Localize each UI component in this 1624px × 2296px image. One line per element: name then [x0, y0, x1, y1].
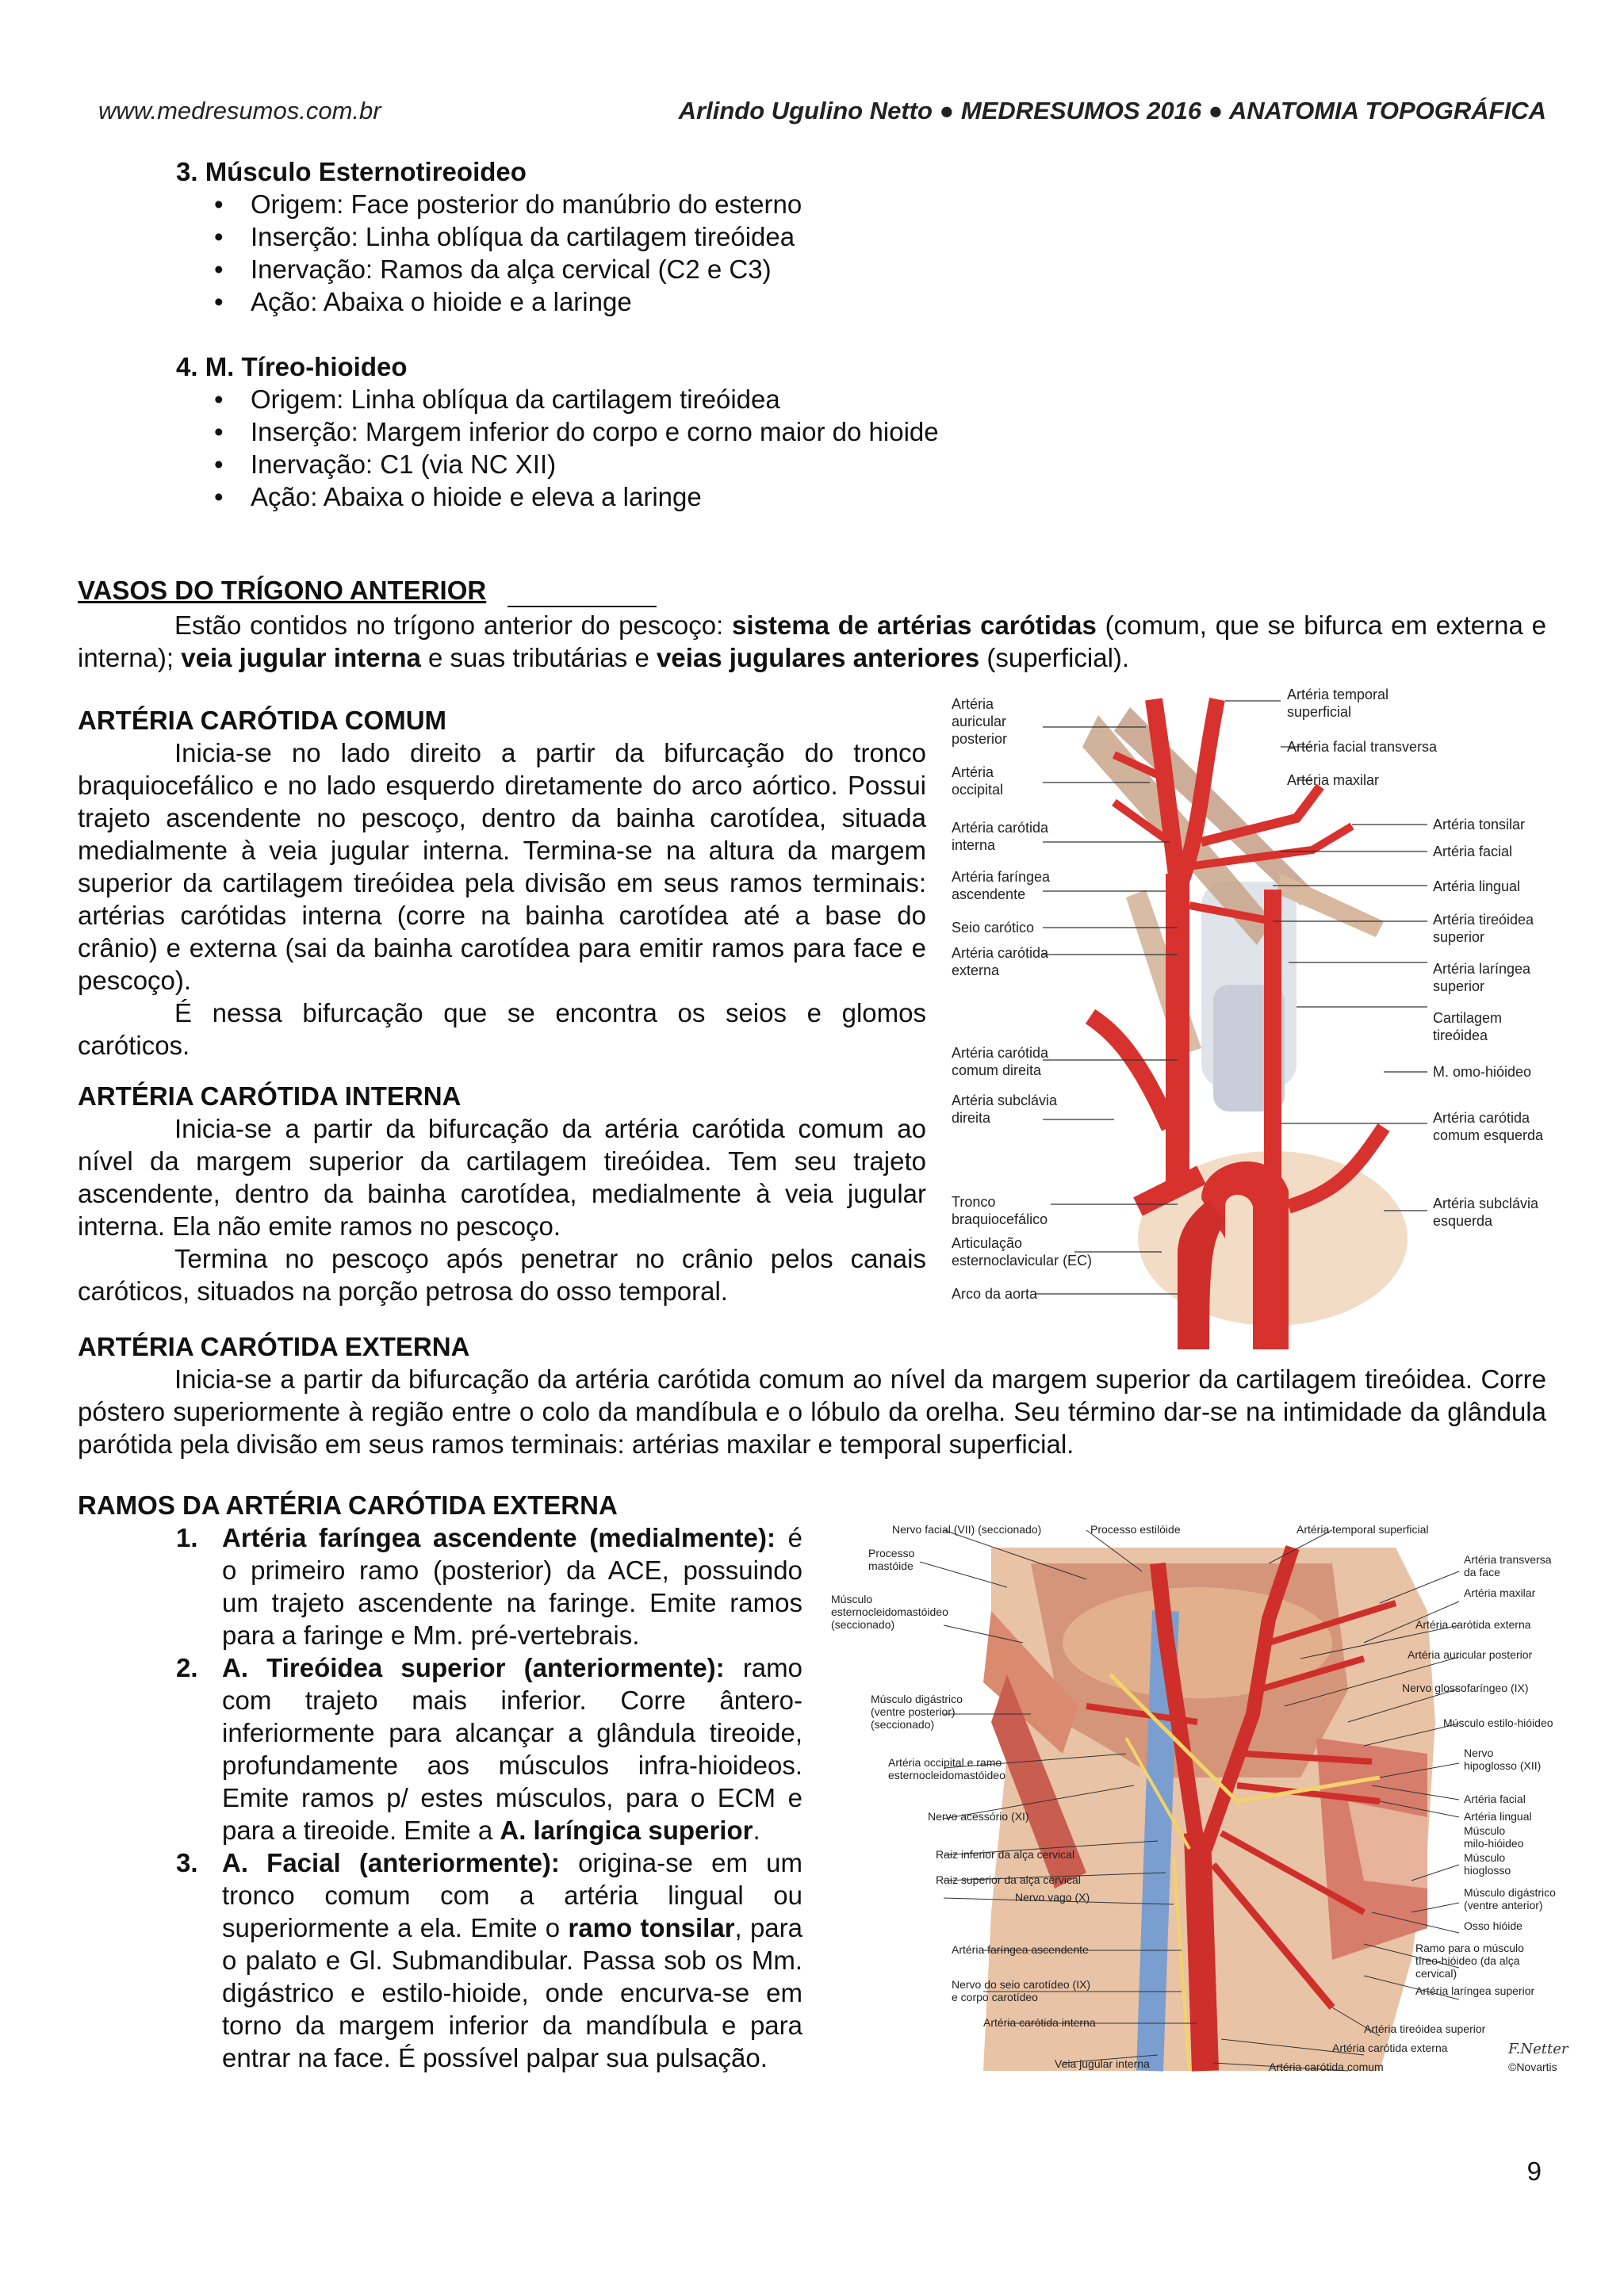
label-left: braquiocefálico	[952, 1211, 1048, 1227]
label-top: Artéria temporal superficial	[1297, 1523, 1429, 1536]
m3-list	[214, 188, 1324, 318]
copyright-mark: ©Novartis	[1508, 2061, 1557, 2073]
label-left: Seio carótico	[952, 920, 1035, 936]
item-bold: Artéria faríngea ascendente (medialmente):	[222, 1523, 776, 1552]
section-underline	[508, 606, 657, 607]
label-left: Nervo acessório (XI)	[928, 1810, 1029, 1823]
m4-title: 4. M. Tíreo-hioideo	[176, 352, 408, 381]
acc-body	[78, 737, 926, 1062]
ramos-list	[176, 1521, 802, 2074]
label-right: Artéria facial	[1464, 1793, 1526, 1805]
label-right: Cartilagem	[1433, 1010, 1503, 1026]
label-right: superior	[1433, 929, 1485, 945]
label-left: Artéria subclávia	[952, 1093, 1058, 1108]
label-right: Artéria lingual	[1464, 1810, 1532, 1823]
ace-title: ARTÉRIA CARÓTIDA EXTERNA	[78, 1332, 470, 1361]
item-bold: A. Tireóidea superior (anteriormente):	[222, 1653, 725, 1682]
label-left: direita	[952, 1110, 991, 1126]
label-right: Músculo	[1464, 1851, 1506, 1864]
label-left: (seccionado)	[871, 1718, 935, 1731]
artist-signature: F.Netter	[1508, 2041, 1568, 2057]
acc-paragraph-2: É nessa bifurcação que se encontra os seios e glomos caróticos.	[78, 998, 926, 1060]
item-bold-2: ramo tonsilar	[568, 1913, 735, 1942]
label-right: Artéria subclávia	[1433, 1196, 1539, 1211]
item-text: origina-se em um tronco comum com a artéria lingual ou superiormente a ela. Emite o	[222, 1848, 802, 1942]
label-right: Artéria transversa	[1464, 1553, 1552, 1566]
label-top: Processo estilóide	[1090, 1523, 1181, 1536]
label-left: Nervo do seio carotídeo (IX)	[952, 1978, 1091, 1991]
section-title-vasos: VASOS DO TRÍGONO ANTERIOR	[78, 576, 487, 605]
label-left: Artéria faríngea ascendente	[952, 1943, 1089, 1956]
label-left: Artéria faríngea	[952, 869, 1051, 885]
vasos-bold-2: veia jugular interna	[181, 643, 421, 672]
label-right: Artéria tireóidea	[1433, 912, 1534, 928]
label-left: Tronco	[952, 1194, 996, 1210]
label-left: mastóide	[868, 1559, 914, 1572]
label-top: Nervo facial (VII) (seccionado)	[892, 1523, 1042, 1536]
ace-body	[78, 1363, 1546, 1460]
label-right: (ventre anterior)	[1464, 1899, 1543, 1911]
acc-title: ARTÉRIA CARÓTIDA COMUM	[78, 706, 447, 735]
carotid-illustration	[940, 683, 1566, 1349]
label-left: auricular	[952, 714, 1007, 729]
label-left: occipital	[952, 782, 1004, 798]
label-left: posterior	[952, 731, 1008, 747]
label-right: esquerda	[1433, 1213, 1493, 1229]
label-left: Processo	[868, 1547, 915, 1559]
vasos-text-3: e suas tributárias e	[420, 643, 657, 672]
label-right: da face	[1464, 1566, 1500, 1578]
acc-paragraph-1: Inicia-se no lado direito a partir da bifurcação do tronco braquiocefálico e no lado esquerdo diretamente do arco aórtico. Possui trajeto ascendente no pescoço, dentro da bainha carotídea, situada medialmente à veia jugular interna. Termina-se na altura da margem superior da cartilagem tireóidea pela divisão em seus ramos terminais: artérias carótidas interna (corre na bainha carotídea até a base do crânio) e externa (sai da bainha carotídea para emitir ramos para face e pescoço).	[78, 738, 926, 995]
label-left: externa	[952, 962, 1000, 978]
label-right: Artéria maxilar	[1287, 772, 1380, 788]
label-left: esternocleidomastóideo	[831, 1605, 948, 1618]
list-item: • Origem: Linha oblíqua da cartilagem tireóidea	[214, 383, 1324, 415]
m4-list	[214, 383, 1324, 513]
label-right: Músculo estilo-hióideo	[1443, 1716, 1553, 1729]
label-right: Músculo digástrico	[1464, 1886, 1556, 1899]
list-item	[176, 1846, 802, 2074]
document-header: Arlindo Ugulino Netto ● MEDRESUMOS 2016 ● ANATOMIA TOPOGRÁFICA	[678, 97, 1546, 124]
label-left: ascendente	[952, 886, 1026, 902]
label-right: Artéria tonsilar	[1433, 817, 1526, 832]
item-bold-2: A. laríngica superior	[500, 1816, 753, 1845]
label-right: Artéria facial transversa	[1287, 739, 1438, 755]
vasos-text-2: (comum, que se bifurca em externa e interna);	[78, 610, 1546, 672]
label-left: esternocleidomastóideo	[888, 1769, 1005, 1781]
label-left: interna	[952, 837, 996, 853]
label-left: Artéria occipital e ramo	[888, 1756, 1002, 1769]
label-left: esternoclavicular (EC)	[952, 1253, 1093, 1269]
page-number: 9	[1526, 2156, 1542, 2186]
carotid-arteries-figure	[940, 683, 1566, 1349]
label-right: Artéria carótida externa	[1332, 2042, 1448, 2054]
label-left: Artéria	[952, 764, 994, 780]
vasos-paragraph	[78, 609, 1546, 674]
aci-title: ARTÉRIA CARÓTIDA INTERNA	[78, 1081, 462, 1111]
label-left: Artéria carótida	[952, 820, 1049, 836]
label-right: superficial	[1287, 704, 1352, 720]
label-right: Artéria auricular posterior	[1408, 1648, 1533, 1661]
aci-body	[78, 1112, 926, 1307]
item-text: ramo com trajeto mais inferior. Corre ântero-inferiormente para alcançar a glândula tireoide, profundamente aos músculos infra-hioideos. Emite ramos p/ estes músculos, para o ECM e para a tireoide. Emite a	[222, 1653, 802, 1845]
item-number: 1.	[176, 1523, 198, 1552]
label-right: Nervo	[1464, 1747, 1494, 1759]
label-left: Músculo digástrico	[871, 1693, 963, 1705]
list-item: • Inserção: Linha oblíqua da cartilagem tireóidea	[214, 220, 1324, 253]
label-right: cervical)	[1415, 1967, 1457, 1980]
m3-title: 3. Músculo Esternotireoideo	[176, 157, 527, 186]
list-item	[176, 1521, 802, 1651]
label-left: Nervo vago (X)	[1015, 1891, 1090, 1904]
label-right: Músculo	[1464, 1824, 1506, 1837]
external-carotid-figure	[825, 1516, 1570, 2085]
label-right: tireóidea	[1433, 1027, 1488, 1043]
label-right: Osso hióide	[1464, 1919, 1522, 1932]
label-right: Artéria maxilar	[1464, 1586, 1536, 1599]
item-text: é o primeiro ramo (posterior) da ACE, possuindo um trajeto ascendente na faringe. Emite ramos para a faringe e Mm. pré-vertebrais.	[222, 1523, 803, 1650]
label-right: comum esquerda	[1433, 1127, 1544, 1143]
label-left: Artéria carótida	[952, 1045, 1049, 1061]
external-carotid-illustration	[825, 1516, 1570, 2085]
label-right: tíreo-hióideo (da alça	[1415, 1954, 1520, 1967]
label-left: Veia jugular interna	[1055, 2057, 1150, 2070]
list-item: • Origem: Face posterior do manúbrio do esterno	[214, 188, 1324, 220]
item-text-2: , para o palato e Gl. Submandibular. Passa sob os Mm. digástrico e estilo-hioide, onde encurva-se em torno da margem inferior da mandíbula e para entrar na face. É possível palpar sua pulsação.	[222, 1913, 803, 2072]
label-right: M. omo-hióideo	[1433, 1064, 1532, 1080]
list-item	[176, 1651, 802, 1846]
ace-paragraph: Inicia-se a partir da bifurcação da artéria carótida comum ao nível da margem superior da cartilagem tireóidea. Corre póstero superiormente à região entre o colo da mandíbula e o lóbulo da orelha. Seu término dar-se na intimidade da glândula parótida pela divisão em seus ramos terminais: artérias maxilar e temporal superficial.	[78, 1364, 1546, 1459]
label-right: Ramo para o músculo	[1415, 1942, 1524, 1954]
label-left: Arco da aorta	[952, 1286, 1038, 1302]
label-left: Músculo	[831, 1593, 873, 1605]
label-right: hioglosso	[1464, 1864, 1511, 1877]
label-left: Articulação	[952, 1235, 1023, 1251]
label-left: comum direita	[952, 1062, 1042, 1078]
label-left: Artéria carótida	[952, 945, 1049, 961]
label-right: Nervo glossofaríngeo (IX)	[1402, 1682, 1529, 1694]
list-item: • Inserção: Margem inferior do corpo e corno maior do hioide	[214, 415, 1324, 448]
list-item: • Inervação: C1 (via NC XII)	[214, 448, 1324, 480]
item-number: 2.	[176, 1653, 198, 1682]
label-right: Artéria carótida comum	[1269, 2061, 1384, 2073]
label-left: Raiz superior da alça cervical	[936, 1873, 1081, 1886]
label-left: (seccionado)	[831, 1618, 895, 1631]
label-left: Raiz inferior da alça cervical	[936, 1848, 1075, 1861]
label-right: Artéria laríngea	[1433, 961, 1531, 977]
label-right: Artéria carótida externa	[1415, 1618, 1531, 1631]
vasos-text-1: Estão contidos no trígono anterior do pescoço:	[174, 610, 733, 640]
label-right: Artéria temporal	[1287, 687, 1389, 702]
label-right: hipoglosso (XII)	[1464, 1759, 1542, 1772]
label-left: Artéria	[952, 696, 994, 712]
item-number: 3.	[176, 1848, 198, 1877]
label-right: Artéria lingual	[1433, 878, 1521, 894]
label-right: superior	[1433, 978, 1485, 994]
list-item: • Ação: Abaixa o hioide e eleva a laringe	[214, 480, 1324, 513]
aci-paragraph-1: Inicia-se a partir da bifurcação da artéria carótida comum ao nível da margem superior da cartilagem tireóidea. Tem seu trajeto ascendente, dentro da bainha carotídea, medialmente à veia jugular interna. Ela não emite ramos no pescoço.	[78, 1114, 926, 1241]
vasos-bold-1: sistema de artérias carótidas	[732, 610, 1097, 640]
label-left: (ventre posterior)	[871, 1705, 956, 1718]
label-right: Artéria tireóidea superior	[1364, 2022, 1486, 2035]
site-url: www.medresumos.com.br	[98, 97, 381, 124]
label-left: e corpo carotídeo	[952, 1991, 1038, 2003]
label-left: Artéria carótida interna	[983, 2016, 1096, 2029]
item-bold: A. Facial (anteriormente):	[222, 1848, 560, 1877]
ramos-title: RAMOS DA ARTÉRIA CARÓTIDA EXTERNA	[78, 1490, 618, 1520]
list-item: • Ação: Abaixa o hioide e a laringe	[214, 285, 1324, 318]
label-right: Artéria carótida	[1433, 1110, 1530, 1126]
aci-paragraph-2: Termina no pescoço após penetrar no crânio pelos canais caróticos, situados na porção petrosa do osso temporal.	[78, 1244, 926, 1306]
label-right: Artéria facial	[1433, 844, 1513, 859]
vasos-text-4: (superficial).	[979, 643, 1130, 672]
label-right: Artéria laríngea superior	[1415, 1984, 1535, 1997]
label-right: milo-hióideo	[1464, 1837, 1524, 1850]
vasos-bold-3: veias jugulares anteriores	[656, 643, 980, 672]
list-item: • Inervação: Ramos da alça cervical (C2 e C3)	[214, 253, 1324, 285]
item-text-2: .	[753, 1816, 760, 1845]
